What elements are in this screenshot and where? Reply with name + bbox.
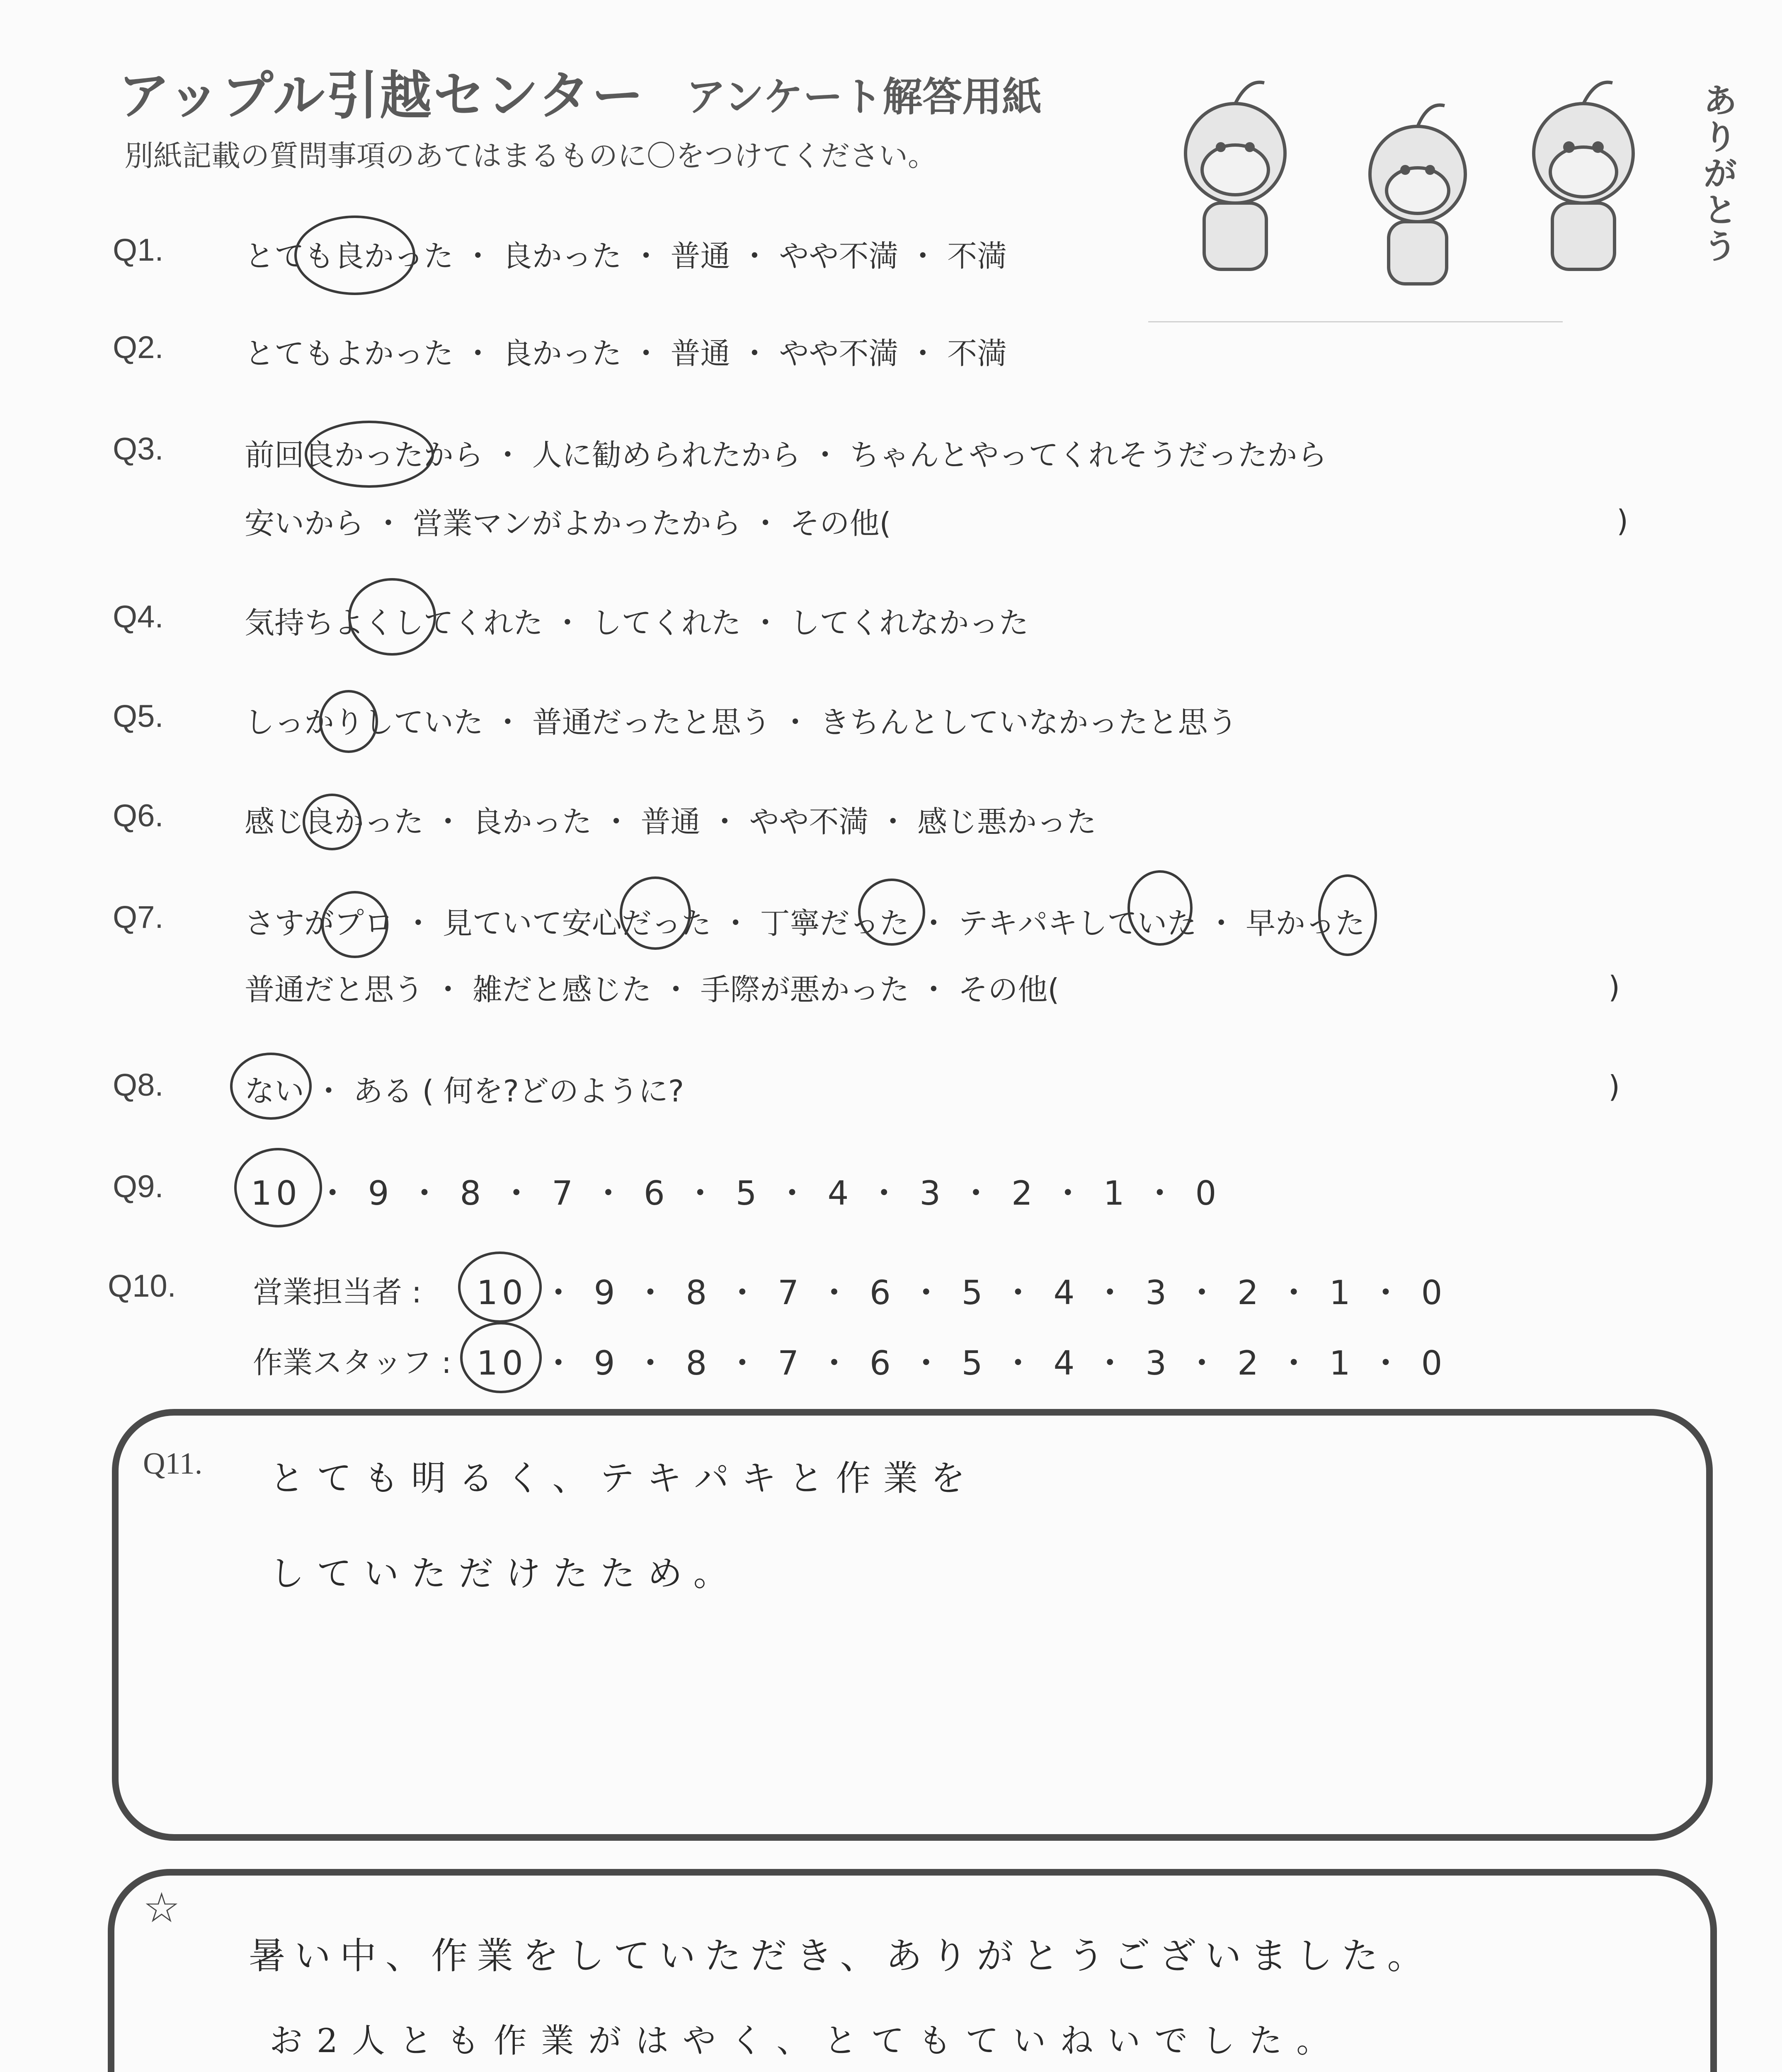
q7-label: Q7. bbox=[113, 900, 164, 935]
form-title: アンケート解答用紙 bbox=[686, 74, 1042, 120]
answer-circle bbox=[234, 1148, 322, 1227]
q10-sales-scale: 10 ・ 9 ・ 8 ・ 7 ・ 6 ・ 5 ・ 4 ・ 3 ・ 2 ・ 1 ・ 0 bbox=[477, 1273, 1447, 1312]
q4-options: 気持ちよくしてくれた ・ してくれた ・ してくれなかった bbox=[245, 605, 1029, 640]
q11-label: Q11. bbox=[143, 1447, 203, 1481]
q6-options: 感じ良かった ・ 良かった ・ 普通 ・ やや不満 ・ 感じ悪かった bbox=[245, 804, 1097, 839]
answer-circle bbox=[321, 891, 388, 958]
q10-sales-label: 営業担当者 : bbox=[253, 1275, 422, 1310]
answer-circle bbox=[230, 1053, 312, 1120]
star-mark: ☆ bbox=[143, 1883, 180, 1932]
q10-staff-label: 作業スタッフ : bbox=[253, 1345, 452, 1380]
q1-label: Q1. bbox=[113, 232, 164, 268]
comment-line2: お2人とも作業がはやく、とてもていねいでした。 bbox=[269, 2021, 1344, 2060]
q3-label: Q3. bbox=[113, 431, 164, 467]
q7-close-paren: ) bbox=[1608, 970, 1620, 1005]
answer-circle bbox=[460, 1322, 542, 1393]
q8-close-paren: ) bbox=[1608, 1069, 1620, 1104]
q6-label: Q6. bbox=[113, 798, 164, 833]
q2-options: とてもよかった ・ 良かった ・ 普通 ・ やや不満 ・ 不満 bbox=[245, 336, 1007, 371]
comment-line1: 暑い中、作業をしていただき、ありがとうございました。 bbox=[249, 1934, 1433, 1977]
q10-label: Q10. bbox=[108, 1268, 176, 1304]
q1-options: とても良かった ・ 良かった ・ 普通 ・ やや不満 ・ 不満 bbox=[245, 239, 1007, 274]
answer-circle bbox=[458, 1251, 542, 1323]
mascot-illustration bbox=[1148, 70, 1695, 294]
q8-options: ない ・ ある ( 何を?どのように? bbox=[245, 1074, 684, 1109]
q4-label: Q4. bbox=[113, 599, 164, 634]
answer-circle bbox=[305, 421, 434, 488]
q2-label: Q2. bbox=[113, 330, 164, 365]
q3-options-line2: 安いから ・ 営業マンがよかったから ・ その他( bbox=[245, 506, 891, 541]
q11-answer-line1: とても明るく、テキパキと作業を bbox=[269, 1458, 978, 1498]
instructions: 別紙記載の質問事項のあてはまるものに〇をつけてください。 bbox=[124, 139, 937, 173]
monkey-body-1 bbox=[1204, 203, 1266, 269]
answer-circle bbox=[1318, 874, 1377, 956]
answer-circle bbox=[348, 578, 436, 656]
answer-circle bbox=[319, 690, 378, 753]
answer-circle bbox=[1127, 870, 1193, 946]
answer-circle bbox=[620, 876, 691, 950]
q7-options-line2: 普通だと思う ・ 雑だと感じた ・ 手際が悪かった ・ その他( bbox=[245, 972, 1060, 1007]
q3-options: 前回良かったから ・ 人に勧められたから ・ ちゃんとやってくれそうだったから bbox=[245, 438, 1327, 472]
answer-circle bbox=[858, 879, 925, 946]
q5-options: しっかりしていた ・ 普通だったと思う ・ きちんとしていなかったと思う bbox=[245, 705, 1238, 740]
q7-options: さすがプロ ・ 見ていて安心だった ・ 丁寧だった ・ テキパキしていた ・ 早かった bbox=[245, 906, 1365, 941]
q5-label: Q5. bbox=[113, 699, 164, 734]
q11-answer-line2: していただけたため。 bbox=[269, 1553, 741, 1594]
monkey-body-3 bbox=[1552, 203, 1615, 269]
mascot-caption: ありがとう bbox=[1704, 82, 1737, 266]
answer-circle bbox=[294, 215, 415, 295]
monkey-body-2 bbox=[1389, 222, 1447, 284]
q9-label: Q9. bbox=[113, 1169, 164, 1204]
divider bbox=[1148, 321, 1563, 322]
answer-circle bbox=[303, 794, 361, 850]
q10-staff-scale: 10 ・ 9 ・ 8 ・ 7 ・ 6 ・ 5 ・ 4 ・ 3 ・ 2 ・ 1 ・ 0 bbox=[477, 1344, 1447, 1382]
q3-close-paren: ) bbox=[1617, 503, 1629, 538]
q9-scale: 10 ・ 9 ・ 8 ・ 7 ・ 6 ・ 5 ・ 4 ・ 3 ・ 2 ・ 1 ・ 0 bbox=[251, 1174, 1221, 1213]
company-name: アップル引越センター bbox=[118, 66, 645, 126]
q8-label: Q8. bbox=[113, 1067, 164, 1103]
